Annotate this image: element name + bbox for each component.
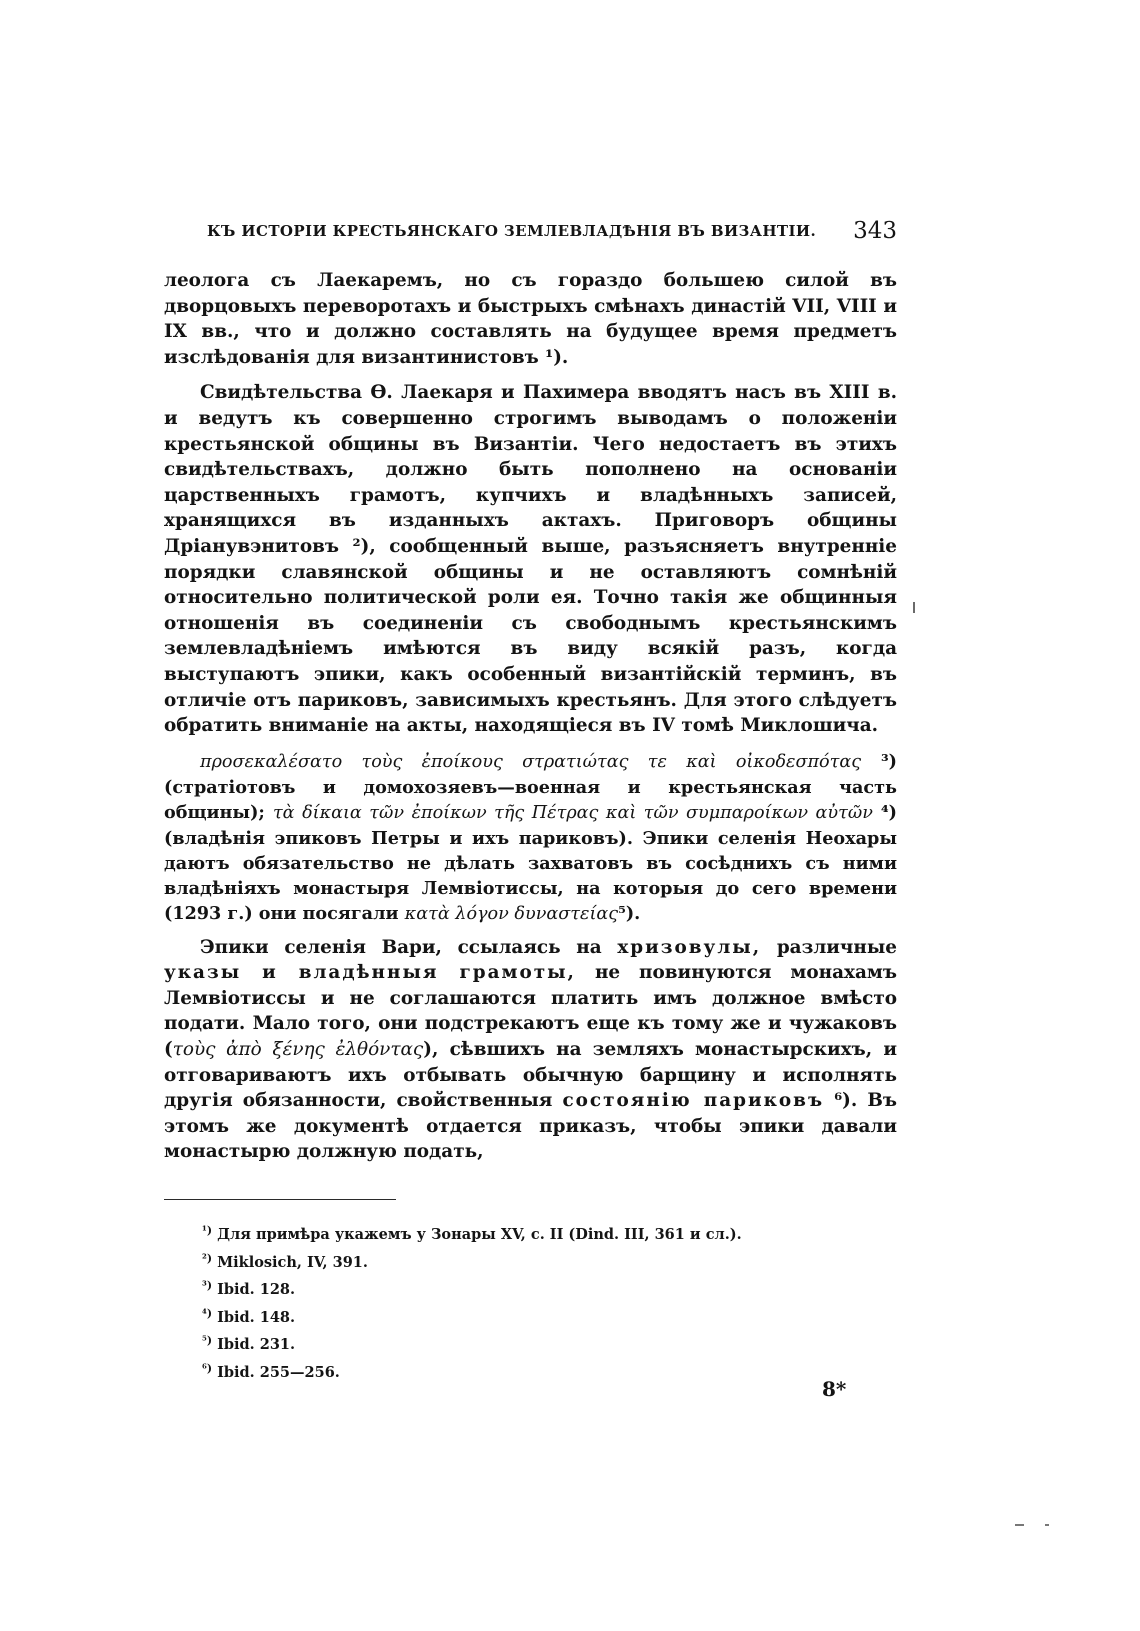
footnote-number: ²) <box>202 1251 213 1265</box>
footnote-item <box>202 1274 882 1302</box>
spaced-term-2: указы и владѣнныя грамоты, <box>164 962 576 984</box>
footnote-text: Ibid. 255—256. <box>217 1363 340 1381</box>
paragraph-3-part-1: ³) (стратіотовъ и домохозяевъ—военная и крестьянская часть общины); <box>164 750 897 823</box>
footnote-number: ¹) <box>202 1224 213 1237</box>
footnote-item <box>202 1329 882 1357</box>
footnote-item <box>202 1357 882 1385</box>
footnote-item <box>202 1302 882 1330</box>
paragraph-4-part-5: ⁶). Въ этомъ же документѣ отдается приказъ, чтобы эпики давали монастырю должную подать, <box>164 1090 898 1163</box>
paragraph-4-part-4: ), сѣвшихъ на земляхъ монастырскихъ, и отговариваютъ ихъ отбывать обычную барщину и исполнять другія обязанности, свойственныя <box>164 1039 897 1112</box>
footnote-divider <box>164 1199 396 1200</box>
paragraph-3-part-3: ⁵). <box>618 902 641 924</box>
spaced-term-1: хризовулы, <box>617 936 762 958</box>
greek-quote-4: τοὺς ἀπὸ ξένης ἐλθόντας <box>172 1039 424 1061</box>
greek-quote-3: κατὰ λόγον δυναστείας <box>404 903 619 924</box>
greek-quote-2: τὰ δίκαια τῶν ἐποίκων τῆς Πέτρας καὶ τῶν συμπαροίκων αὐτῶν <box>272 802 873 823</box>
signature-mark: 8* <box>822 1377 847 1401</box>
footnotes-list <box>202 1219 882 1384</box>
paragraph-4-part-1: Эпики селенія Вари, ссылаясь на <box>200 936 602 958</box>
footnote-text: Ibid. 148. <box>217 1308 296 1326</box>
page-header <box>207 218 897 254</box>
paragraph-4 <box>164 935 897 1165</box>
paragraph-2: Свидѣтельства Ѳ. Лаекаря и Пахимера вводятъ насъ въ XIII в. и ведутъ къ совершенно строгимъ выводамъ о положеніи крестьянской общины въ Византіи. Чего недостаетъ въ этихъ свидѣтельствахъ, должно быть пополнено на основаніи царственныхъ грамотъ, купчихъ и владѣнныхъ записей, хранящихся въ изданныхъ актахъ. Приговоръ общины Дріанувэнитовъ ²), сообщенный выше, разъясняетъ внутренніе порядки славянской общины и не оставляютъ сомнѣній относительно политической роли ея. Точно такія же общинныя отношенія въ соединеніи съ свободнымъ крестьянскимъ землевладѣніемъ имѣются въ виду всякій разъ, когда выступаютъ эпики, какъ особенный византійскій терминъ, въ отличіе отъ париковъ, зависимыхъ крестьянъ. Для этого слѣдуетъ обратить вниманіе на акты, находящіеся въ IV томѣ Миклошича. <box>164 382 897 737</box>
running-title: КЪ ИСТОРІИ КРЕСТЬЯНСКАГО ЗЕМЛЕВЛАДѢНІЯ ВЪ ВИЗАНТІИ. <box>207 222 817 240</box>
footnote-item <box>202 1219 882 1247</box>
paragraph-1: леолога съ Лаекаремъ, но съ гораздо большею силой въ дворцовыхъ переворотахъ и быстрыхъ смѣнахъ династій VII, VIII и IX вв., что и должно составлять на будущее время предметъ изслѣдованія для византинистовъ ¹). <box>164 270 897 368</box>
scan-speck <box>1045 1524 1049 1526</box>
greek-quote-1: προσεκαλέσατο τοὺς ἐποίκους στρατιώτας τε καὶ οἰκοδεσπότας <box>200 751 862 772</box>
footnote-number: ⁶) <box>202 1361 213 1375</box>
footnote-text: Ibid. 128. <box>217 1281 296 1298</box>
footnote-text: Miklosich, IV, 391. <box>217 1253 368 1271</box>
paragraph-3 <box>164 749 897 927</box>
body-text <box>164 268 897 1175</box>
footnote-text: Ibid. 231. <box>217 1336 296 1353</box>
footnote-number: ⁵) <box>202 1334 213 1347</box>
paragraph-3-part-2: ⁴) (владѣнія эпиковъ Петры и ихъ париковъ). Эпики селенія Неохары даютъ обязательство не дѣлать захватовъ въ сосѣднихъ съ ними владѣніяхъ монастыря Лемвіотиссы, на которыя до сего времени (1293 г.) они посягали <box>164 801 897 924</box>
margin-tick <box>913 602 915 613</box>
scan-speck <box>1015 1524 1024 1526</box>
footnote-number: ³) <box>202 1279 213 1292</box>
spaced-term-3: состоянію париковъ <box>562 1090 825 1112</box>
paragraph-4-part-2: различные <box>776 936 897 958</box>
footnote-item <box>202 1247 882 1275</box>
footnote-text: Для примѣра укажемъ у Зонары XV, с. II (Dind. III, 361 и сл.). <box>217 1226 742 1243</box>
page-number: 343 <box>853 218 897 244</box>
paragraph-4-part-3: не повинуются монахамъ Лемвіотиссы и не соглашаются платить имъ должное вмѣсто подати. Мало того, они подстрекаютъ еще къ тому же и чужаковъ ( <box>164 962 898 1061</box>
footnote-number: ⁴) <box>202 1306 213 1320</box>
